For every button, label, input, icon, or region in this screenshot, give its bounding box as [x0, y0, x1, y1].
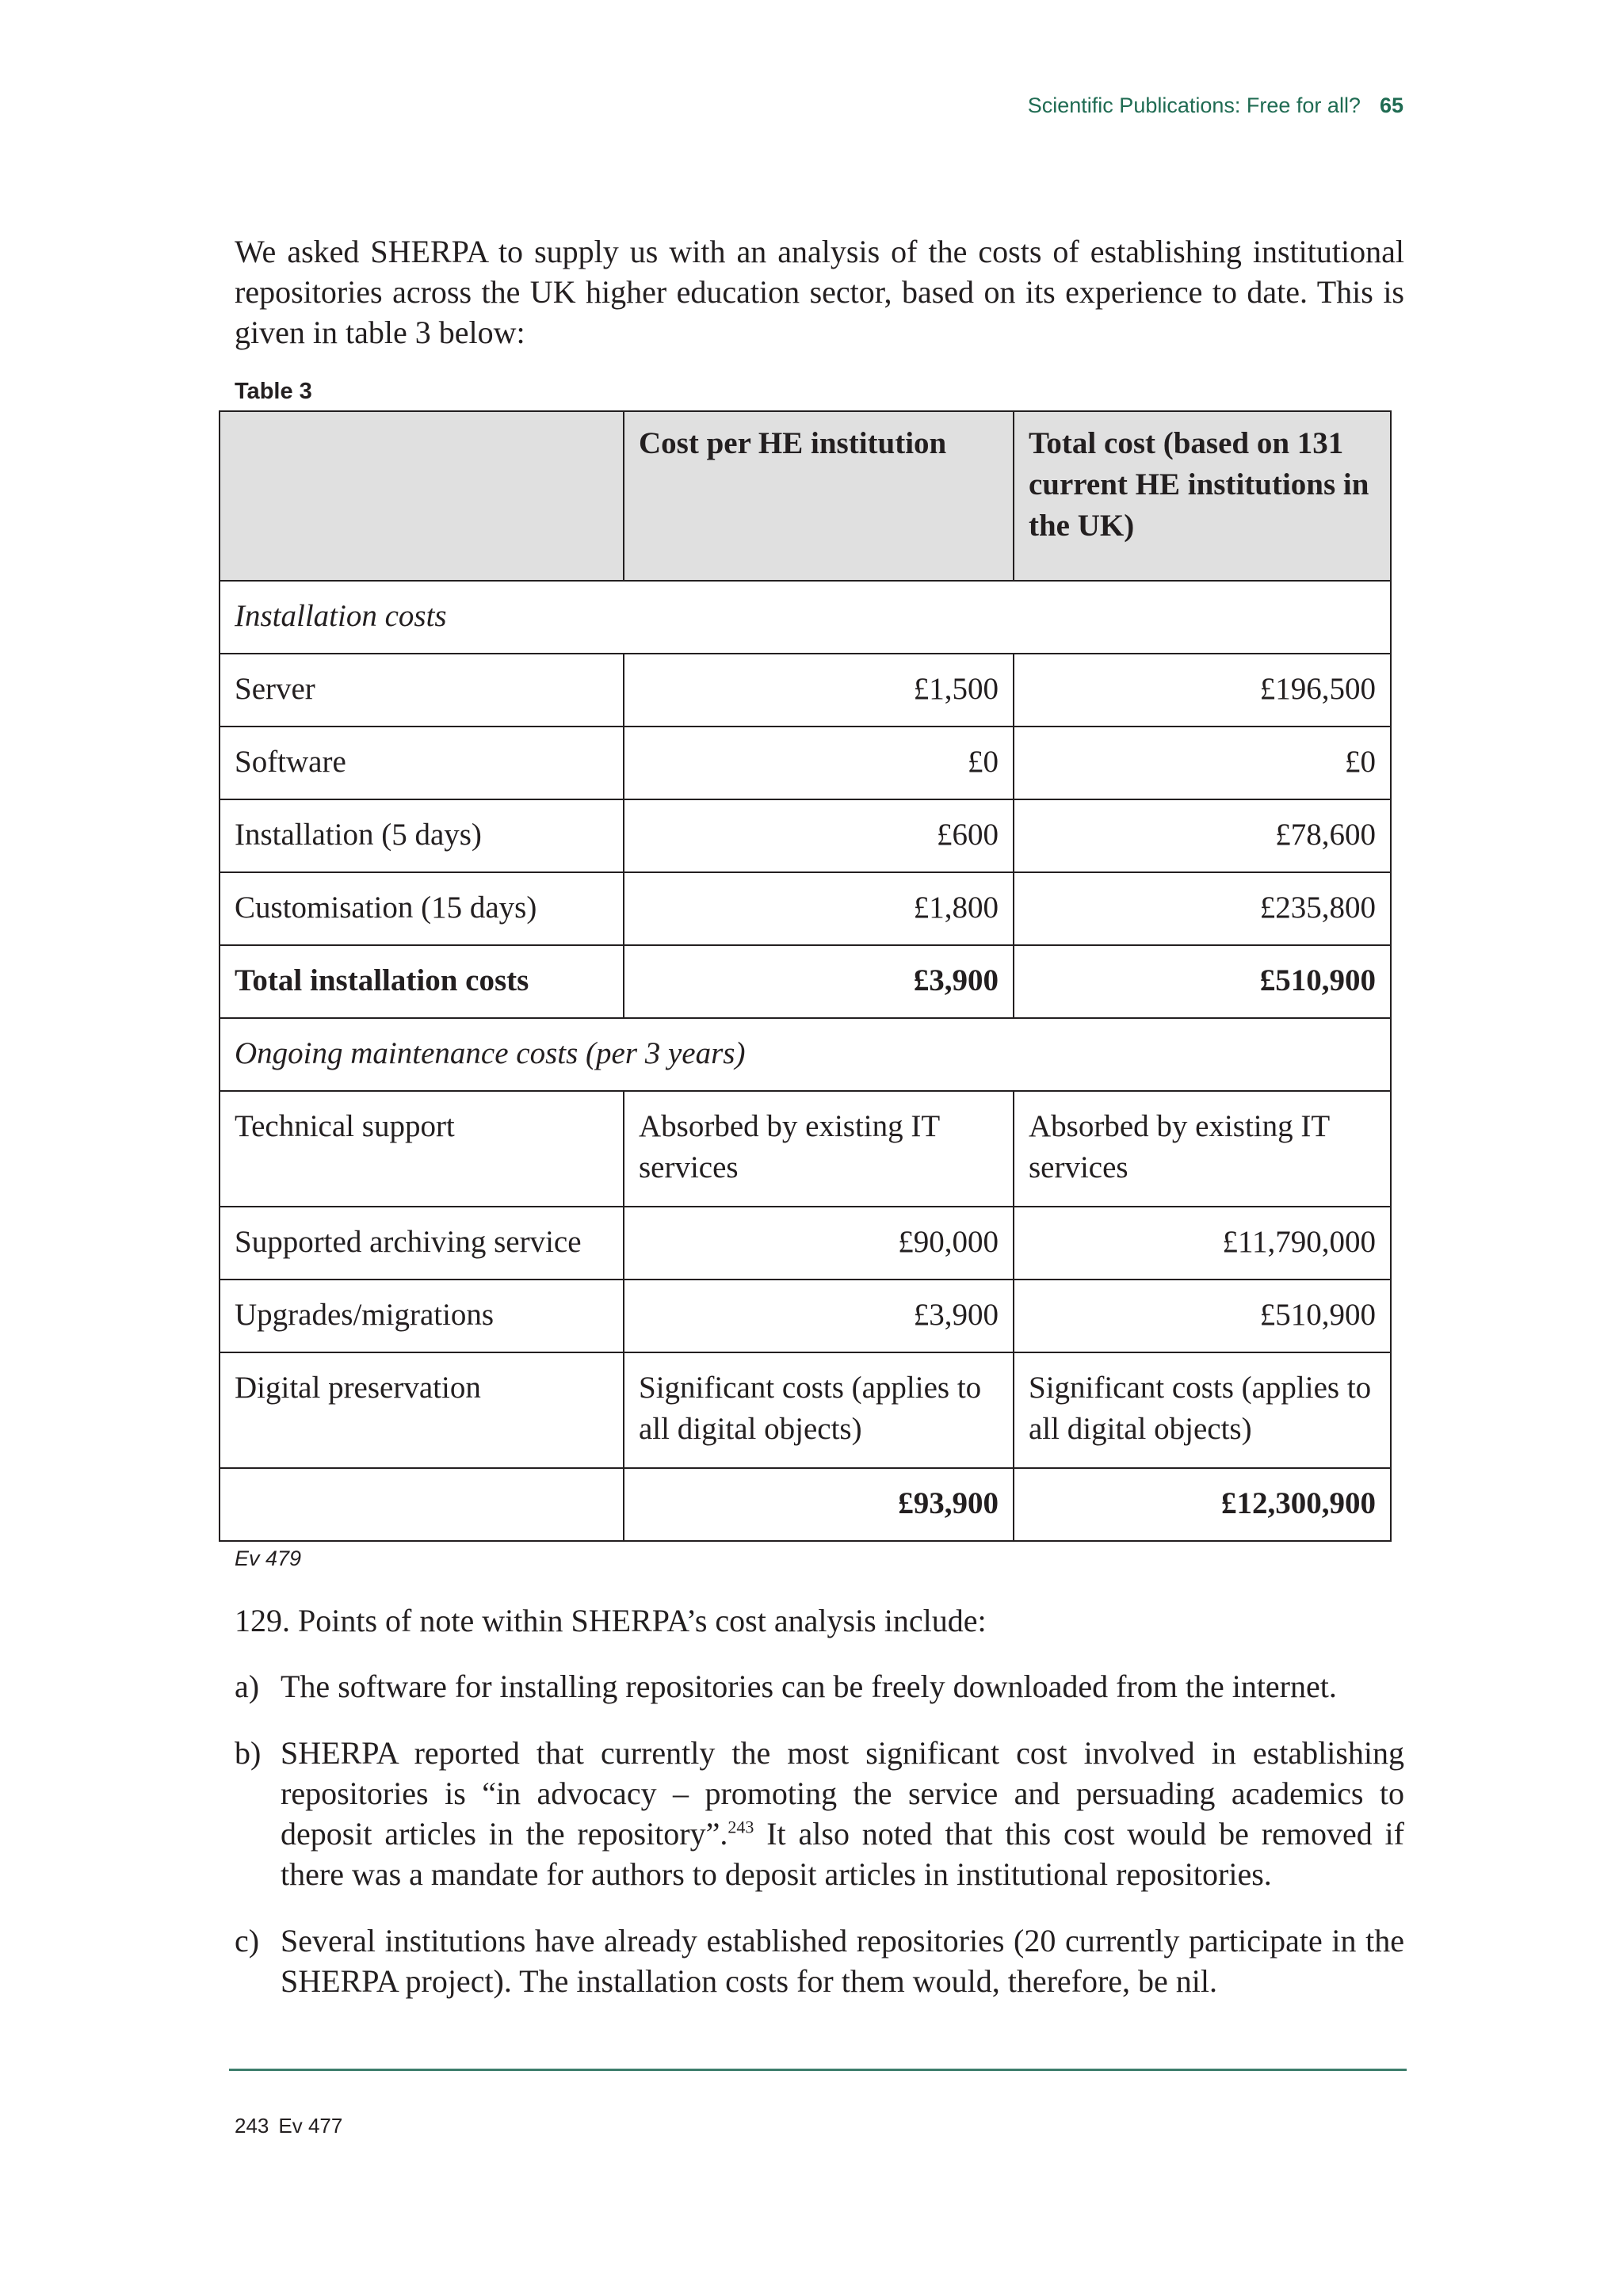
footnote-number: 243 — [235, 2114, 269, 2138]
section-row-maintenance — [220, 1018, 1391, 1091]
row-label: Customisation (15 days) — [220, 872, 624, 945]
cost-per-institution-cell: £93,900 — [624, 1468, 1014, 1541]
list-item — [235, 1733, 1404, 1894]
table-row — [220, 1091, 1391, 1207]
total-cost-cell: £0 — [1014, 727, 1391, 799]
total-cost-cell: Significant costs (applies to all digital objects) — [1014, 1352, 1391, 1468]
cost-per-institution-cell: £1,500 — [624, 654, 1014, 727]
cost-per-institution-cell: £1,800 — [624, 872, 1014, 945]
cost-per-institution-cell: £3,900 — [624, 945, 1014, 1018]
total-cost-cell: £235,800 — [1014, 872, 1391, 945]
intro-paragraph: We asked SHERPA to supply us with an analysis of the costs of establishing institutional repositories across the UK higher education sector, based on its experience to date. This is given in table 3 below: — [235, 234, 1404, 350]
column-header-item — [220, 411, 624, 581]
cost-per-institution-cell: £3,900 — [624, 1280, 1014, 1352]
list-item-text-before: SHERPA reported that currently the most significant cost involved in establishing repositories is “in advocacy – promoting the service and persuading academics to deposit articles in the repository”. — [281, 1735, 1404, 1852]
table-row — [220, 727, 1391, 799]
table-row-grand-total — [220, 1468, 1391, 1541]
footnote — [235, 2114, 342, 2138]
total-cost-cell: £11,790,000 — [1014, 1207, 1391, 1280]
page-number: 65 — [1379, 93, 1403, 117]
table-caption: Table 3 — [235, 379, 312, 404]
cost-per-institution-cell: £600 — [624, 799, 1014, 872]
row-label: Server — [220, 654, 624, 727]
row-label: Upgrades/migrations — [220, 1280, 624, 1352]
table-row — [220, 872, 1391, 945]
cost-table — [219, 410, 1392, 1542]
total-cost-cell: £196,500 — [1014, 654, 1391, 727]
cost-per-institution-cell: Absorbed by existing IT services — [624, 1091, 1014, 1207]
total-cost-cell: £510,900 — [1014, 1280, 1391, 1352]
row-label: Installation (5 days) — [220, 799, 624, 872]
list-marker: a) — [235, 1669, 260, 1704]
cost-per-institution-cell: Significant costs (applies to all digital objects) — [624, 1352, 1014, 1468]
table-row — [220, 1352, 1391, 1468]
cost-per-institution-cell: £0 — [624, 727, 1014, 799]
table-row — [220, 799, 1391, 872]
cost-per-institution-cell: £90,000 — [624, 1207, 1014, 1280]
list-item — [235, 1666, 1404, 1707]
table-header-row — [220, 411, 1391, 581]
footnote-text: Ev 477 — [278, 2114, 343, 2138]
table-row — [220, 1280, 1391, 1352]
column-header-total-cost: Total cost (based on 131 current HE institutions in the UK) — [1014, 411, 1391, 581]
section-row-installation — [220, 581, 1391, 654]
table-row — [220, 1207, 1391, 1280]
table-row — [220, 654, 1391, 727]
table-source: Ev 479 — [235, 1547, 302, 1570]
row-label: Total installation costs — [220, 945, 624, 1018]
list-marker: c) — [235, 1923, 260, 1958]
table-row-total-installation — [220, 945, 1391, 1018]
row-label — [220, 1468, 624, 1541]
row-label: Technical support — [220, 1091, 624, 1207]
total-cost-cell: £12,300,900 — [1014, 1468, 1391, 1541]
list-item-text — [281, 1733, 1404, 1894]
list-item — [235, 1920, 1404, 2001]
row-label: Supported archiving service — [220, 1207, 624, 1280]
total-cost-cell: Absorbed by existing IT services — [1014, 1091, 1391, 1207]
section-label: Ongoing maintenance costs (per 3 years) — [220, 1018, 1391, 1091]
column-header-cost-per-institution: Cost per HE institution — [624, 411, 1014, 581]
list-item-text: Several institutions have already established repositories (20 currently participate in the SHERPA project). The installation costs for them would, therefore, be nil. — [281, 1923, 1404, 1999]
section-label: Installation costs — [220, 581, 1391, 654]
row-label: Software — [220, 727, 624, 799]
footnote-divider — [229, 2069, 1407, 2071]
row-label: Digital preservation — [220, 1352, 624, 1468]
running-header-title: Scientific Publications: Free for all? — [1027, 93, 1361, 117]
points-lead-paragraph: 129. Points of note within SHERPA’s cost analysis include: — [235, 1603, 987, 1638]
footnote-reference[interactable]: 243 — [727, 1817, 754, 1837]
running-header — [1028, 93, 1403, 118]
list-marker: b) — [235, 1735, 262, 1771]
total-cost-cell: £78,600 — [1014, 799, 1391, 872]
total-cost-cell: £510,900 — [1014, 945, 1391, 1018]
list-item-text-after: It also noted that this cost would be removed if there was a mandate for authors to deposit articles in institutional repositories. — [281, 1816, 1404, 1892]
list-item-text: The software for installing repositories can be freely downloaded from the internet. — [281, 1669, 1337, 1704]
